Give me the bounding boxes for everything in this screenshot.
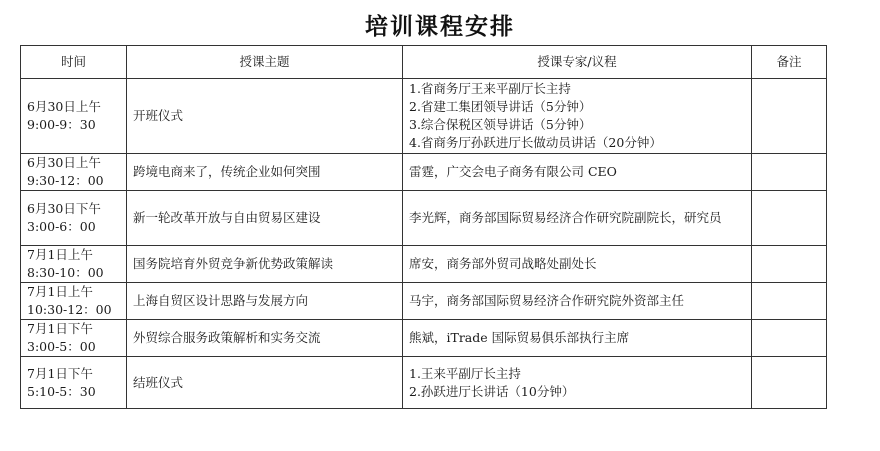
note-cell bbox=[752, 154, 827, 191]
time-range-text: 3:00-5：00 bbox=[27, 339, 96, 354]
note-cell bbox=[752, 283, 827, 320]
schedule-table bbox=[20, 45, 827, 409]
agenda-item: 2.省建工集团领导讲话（5分钟） bbox=[409, 99, 592, 114]
page-title: 培训课程安排 bbox=[365, 14, 515, 40]
expert-cell bbox=[403, 320, 752, 357]
expert-cell bbox=[403, 283, 752, 320]
column-header-note: 备注 bbox=[752, 46, 827, 79]
column-header-time: 时间 bbox=[21, 46, 127, 79]
table-row bbox=[21, 154, 827, 191]
agenda-item: 1.省商务厅王来平副厅长主持 bbox=[409, 81, 571, 96]
topic-cell: 国务院培育外贸竞争新优势政策解读 bbox=[127, 246, 403, 283]
date-text: 7月1日下午 bbox=[27, 365, 93, 381]
expert-name: 熊斌，iTrade 国际贸易俱乐部执行主席 bbox=[409, 330, 630, 345]
agenda-item: 1.王来平副厅长主持 bbox=[409, 365, 521, 381]
date-text: 7月1日下午 bbox=[27, 321, 93, 336]
agenda-item: 2.孙跃进厅长讲话（10分钟） bbox=[409, 383, 575, 399]
time-range-text: 9:00-9：30 bbox=[27, 117, 96, 132]
note-cell bbox=[752, 191, 827, 246]
time-range-text: 9:30-12：00 bbox=[27, 173, 104, 188]
column-header-topic: 授课主题 bbox=[127, 46, 403, 79]
topic-cell: 结班仪式 bbox=[127, 357, 403, 409]
expert-cell bbox=[403, 154, 752, 191]
agenda-item: 4.省商务厅孙跃进厅长做动员讲话（20分钟） bbox=[409, 135, 662, 150]
note-cell bbox=[752, 320, 827, 357]
note-cell bbox=[752, 357, 827, 409]
column-header-expert: 授课专家/议程 bbox=[403, 46, 752, 79]
time-cell bbox=[21, 154, 127, 191]
table-header-row bbox=[21, 46, 827, 79]
topic-cell: 外贸综合服务政策解析和实务交流 bbox=[127, 320, 403, 357]
agenda-item: 3.综合保税区领导讲话（5分钟） bbox=[409, 117, 592, 132]
time-cell bbox=[21, 191, 127, 246]
expert-cell bbox=[403, 246, 752, 283]
table-row bbox=[21, 320, 827, 357]
table-row bbox=[21, 246, 827, 283]
topic-cell: 开班仪式 bbox=[127, 79, 403, 154]
date-text: 6月30日上午 bbox=[27, 155, 101, 170]
time-range-text: 8:30-10：00 bbox=[27, 265, 104, 280]
expert-name: 雷霆，广交会电子商务有限公司 CEO bbox=[409, 164, 617, 179]
table-row bbox=[21, 191, 827, 246]
expert-name: 席安，商务部外贸司战略处副处长 bbox=[409, 256, 597, 271]
topic-cell: 上海自贸区设计思路与发展方向 bbox=[127, 283, 403, 320]
expert-name: 李光辉，商务部国际贸易经济合作研究院副院长，研究员 bbox=[409, 210, 722, 225]
expert-cell bbox=[403, 79, 752, 154]
time-range-text: 10:30-12：00 bbox=[27, 302, 112, 317]
time-cell bbox=[21, 79, 127, 154]
time-cell bbox=[21, 283, 127, 320]
time-cell bbox=[21, 357, 127, 409]
note-cell bbox=[752, 79, 827, 154]
time-range-text: 3:00-6：00 bbox=[27, 219, 96, 234]
time-cell bbox=[21, 246, 127, 283]
note-cell bbox=[752, 246, 827, 283]
expert-name: 马宇，商务部国际贸易经济合作研究院外资部主任 bbox=[409, 293, 685, 308]
date-text: 6月30日下午 bbox=[27, 201, 101, 216]
date-text: 7月1日上午 bbox=[27, 284, 93, 299]
topic-cell: 新一轮改革开放与自由贸易区建设 bbox=[127, 191, 403, 246]
table-row bbox=[21, 357, 827, 409]
date-text: 7月1日上午 bbox=[27, 247, 93, 262]
time-range-text: 5:10-5：30 bbox=[27, 383, 96, 399]
date-text: 6月30日上午 bbox=[27, 99, 101, 114]
table-row bbox=[21, 283, 827, 320]
expert-cell bbox=[403, 191, 752, 246]
topic-cell: 跨境电商来了，传统企业如何突围 bbox=[127, 154, 403, 191]
table-row bbox=[21, 79, 827, 154]
expert-cell bbox=[403, 357, 752, 409]
time-cell bbox=[21, 320, 127, 357]
